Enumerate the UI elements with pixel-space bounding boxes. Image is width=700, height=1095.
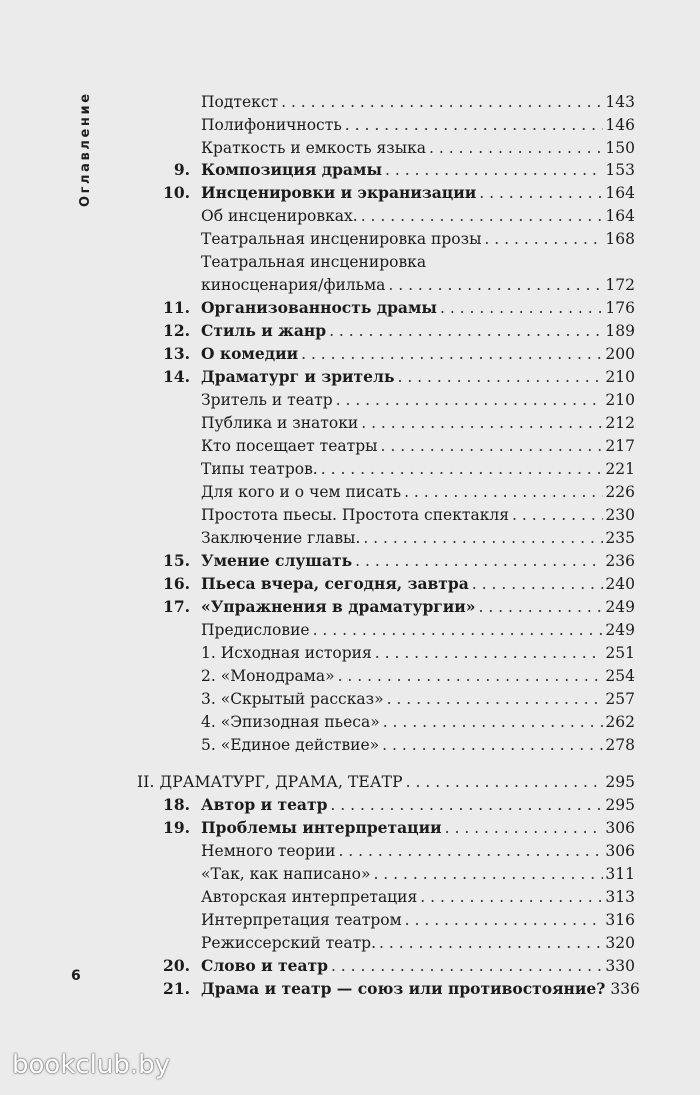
toc-subsection-entry xyxy=(0,529,700,547)
toc-subsection-entry xyxy=(0,690,700,708)
chapter-number: 15. xyxy=(163,551,190,570)
dot-leader xyxy=(375,644,604,662)
toc-page-number: 330 xyxy=(605,957,635,975)
toc-chapter-entry xyxy=(0,980,700,998)
toc-page-number: 262 xyxy=(605,713,635,731)
toc-page-number: 257 xyxy=(605,690,635,708)
toc-chapter-entry xyxy=(0,322,700,340)
chapter-number: 21. xyxy=(163,979,190,998)
toc-entry-title: Краткость и емкость языка xyxy=(201,139,426,157)
toc-entry-title: 4. «Эпизодная пьеса» xyxy=(201,713,380,731)
dot-leader xyxy=(429,139,603,157)
toc-chapter-entry xyxy=(0,552,700,570)
toc-page-number: 251 xyxy=(605,644,635,662)
chapter-number: 9. xyxy=(173,160,190,179)
toc-page-number: 316 xyxy=(605,911,635,929)
toc-subsection-entry xyxy=(0,483,700,501)
dot-leader xyxy=(361,207,604,225)
toc-part-entry xyxy=(0,773,700,791)
toc-page-number: 240 xyxy=(605,575,635,593)
dot-leader xyxy=(405,911,604,929)
toc-page-number: 176 xyxy=(605,299,635,317)
dot-leader xyxy=(336,391,604,409)
toc-page-number: 320 xyxy=(605,934,635,952)
toc-page-number: 306 xyxy=(605,819,635,837)
dot-leader xyxy=(281,93,603,111)
toc-page-number: 200 xyxy=(605,345,635,363)
toc-chapter-entry xyxy=(0,161,700,179)
chapter-number: 11. xyxy=(163,298,190,317)
dot-leader xyxy=(301,345,603,363)
toc-chapter-entry xyxy=(0,184,700,202)
dot-leader xyxy=(313,621,604,639)
toc-entry-title: Кто посещает театры xyxy=(201,437,378,455)
toc-chapter-entry xyxy=(0,598,700,616)
toc-subsection-entry xyxy=(0,437,700,455)
toc-chapter-entry xyxy=(0,796,700,814)
toc-page-number: 306 xyxy=(605,842,635,860)
toc-entry-title: Стиль и жанр xyxy=(201,321,327,340)
dot-leader xyxy=(329,322,603,340)
toc-entry-title: Проблемы интерпретации xyxy=(201,818,442,837)
dot-leader xyxy=(445,819,604,837)
dot-leader xyxy=(355,552,603,570)
dot-leader xyxy=(383,713,604,731)
dot-leader xyxy=(382,736,603,754)
toc-subsection-entry xyxy=(0,207,700,225)
toc-entry-title: Драма и театр — союз или противостояние? xyxy=(201,979,606,998)
toc-subsection-entry xyxy=(0,230,700,248)
toc-entry-title: Слово и театр xyxy=(201,956,328,975)
toc-subsection-entry xyxy=(0,644,700,662)
toc-page-number: 221 xyxy=(605,460,635,478)
toc-entry-title: II. ДРАМАТУРГ, ДРАМА, ТЕАТР xyxy=(137,773,403,791)
toc-entry-title: «Так, как написано» xyxy=(201,865,371,883)
dot-leader xyxy=(338,842,603,860)
page-number: 6 xyxy=(71,968,81,984)
toc-subsection-entry xyxy=(0,391,700,409)
dot-leader xyxy=(404,483,603,501)
toc-entry-title: Подтекст xyxy=(201,93,279,111)
toc-page-number: 164 xyxy=(605,207,635,225)
toc-entry-title: Режиссерский театр. xyxy=(201,934,377,952)
toc-entry-title: 5. «Единое действие» xyxy=(201,736,380,754)
toc-subsection-entry xyxy=(0,139,700,157)
toc-page-number: 146 xyxy=(605,116,635,134)
toc-page-number: 278 xyxy=(605,736,635,754)
toc-entry-title: 2. «Монодрама» xyxy=(201,667,335,685)
toc-page-number: 295 xyxy=(605,796,635,814)
toc-entry-title: Автор и театр xyxy=(201,795,328,814)
toc-page-number: 311 xyxy=(605,865,635,883)
dot-leader xyxy=(338,667,604,685)
toc-entry-title: Композиция драмы xyxy=(201,160,382,179)
toc-subsection-entry xyxy=(0,276,700,294)
toc-chapter-entry xyxy=(0,819,700,837)
toc-entry-title: О комедии xyxy=(201,344,299,363)
toc-subsection-entry xyxy=(0,911,700,929)
dot-leader xyxy=(387,690,604,708)
dot-leader xyxy=(512,506,603,524)
toc-page-number: 210 xyxy=(605,391,635,409)
chapter-number: 10. xyxy=(163,183,190,202)
toc-subsection-entry xyxy=(0,460,700,478)
toc-page-number: 210 xyxy=(605,368,635,386)
chapter-number: 14. xyxy=(163,367,190,386)
toc-chapter-entry xyxy=(0,957,700,975)
toc-chapter-entry xyxy=(0,368,700,386)
dot-leader xyxy=(440,299,603,317)
toc-subsection-entry xyxy=(0,842,700,860)
chapter-number: 18. xyxy=(163,795,190,814)
toc-entry-title: киносценария/фильма xyxy=(201,276,386,294)
toc-subsection-entry xyxy=(0,621,700,639)
toc-page-number: 295 xyxy=(605,773,635,791)
toc-entry-title: «Упражнения в драматургии» xyxy=(201,597,476,616)
chapter-number: 13. xyxy=(163,344,190,363)
dot-leader xyxy=(330,796,603,814)
running-section-title: Оглавление xyxy=(78,91,93,207)
toc-subsection-entry xyxy=(0,713,700,731)
toc-entry-title: Публика и знатоки xyxy=(201,414,359,432)
chapter-number: 12. xyxy=(163,321,190,340)
toc-entry-title: Умение слушать xyxy=(201,551,353,570)
dot-leader xyxy=(397,368,603,386)
dot-leader xyxy=(381,437,604,455)
toc-entry-title: Интерпретация театром xyxy=(201,911,402,929)
toc-entry-title: Немного теории xyxy=(201,842,336,860)
toc-page-number: 150 xyxy=(605,139,635,157)
dot-leader xyxy=(373,865,603,883)
toc-subsection-entry xyxy=(0,865,700,883)
chapter-number: 20. xyxy=(163,956,190,975)
toc-page-number: 230 xyxy=(605,506,635,524)
toc-subsection-entry xyxy=(0,506,700,524)
dot-leader xyxy=(345,116,604,134)
dot-leader xyxy=(331,957,603,975)
toc-entry-title: Заключение главы. xyxy=(201,529,361,547)
dot-leader xyxy=(472,575,604,593)
toc-page-number: 336 xyxy=(610,980,640,998)
toc-subsection-entry xyxy=(0,934,700,952)
toc-entry-title: 3. «Скрытый рассказ» xyxy=(201,690,384,708)
toc-chapter-entry xyxy=(0,575,700,593)
chapter-number: 17. xyxy=(163,597,190,616)
toc-subsection-entry xyxy=(0,93,700,111)
watermark: bookclub.by xyxy=(12,1050,171,1080)
toc-page-number: 226 xyxy=(605,483,635,501)
toc-page-number: 212 xyxy=(605,414,635,432)
dot-leader xyxy=(484,230,603,248)
toc-subsection-entry xyxy=(0,116,700,134)
toc-page-number: 249 xyxy=(605,621,635,639)
dot-leader xyxy=(388,276,603,294)
chapter-number: 16. xyxy=(163,574,190,593)
dot-leader xyxy=(406,773,604,791)
toc-subsection-entry xyxy=(0,888,700,906)
toc-chapter-entry xyxy=(0,299,700,317)
dot-leader xyxy=(478,598,603,616)
toc-entry-title: Организованность драмы xyxy=(201,298,437,317)
toc-page-number: 217 xyxy=(605,437,635,455)
toc-entry-title: Для кого и о чем писать xyxy=(201,483,402,501)
toc-page-number: 143 xyxy=(605,93,635,111)
toc-entry-title: Авторская интерпретация xyxy=(201,888,418,906)
dot-leader xyxy=(385,161,603,179)
toc-page-number: 189 xyxy=(605,322,635,340)
toc-page-number: 236 xyxy=(605,552,635,570)
dot-leader xyxy=(420,888,603,906)
toc-entry-title-line: Театральная инсценировка xyxy=(201,253,427,271)
toc-page-number: 254 xyxy=(605,667,635,685)
toc-page-number: 153 xyxy=(605,161,635,179)
dot-leader xyxy=(321,460,604,478)
toc-entry-title: Пьеса вчера, сегодня, завтра xyxy=(201,574,469,593)
toc-entry-title: Об инсценировках. xyxy=(201,207,358,225)
toc-entry-title: Драматург и зритель xyxy=(201,367,395,386)
toc-entry-title: Простота пьесы. Простота спектакля xyxy=(201,506,510,524)
toc-subsection-entry xyxy=(0,667,700,685)
toc-chapter-entry xyxy=(0,345,700,363)
toc-page-number: 313 xyxy=(605,888,635,906)
toc-entry-title: Типы театров. xyxy=(201,460,318,478)
toc-page-number: 249 xyxy=(605,598,635,616)
dot-leader xyxy=(479,184,603,202)
toc-subsection-entry xyxy=(0,736,700,754)
toc-entry-title: Зритель и театр xyxy=(201,391,333,409)
toc-entry-title: 1. Исходная история xyxy=(201,644,372,662)
dot-leader xyxy=(363,529,603,547)
toc-entry-title: Предисловие xyxy=(201,621,310,639)
toc-page-number: 235 xyxy=(605,529,635,547)
toc-entry-title: Театральная инсценировка прозы xyxy=(201,230,482,248)
toc-entry-title: Полифоничность xyxy=(201,116,342,134)
toc-subsection-entry xyxy=(0,414,700,432)
toc-page-number: 172 xyxy=(605,276,635,294)
dot-leader xyxy=(379,934,603,952)
toc-page-number: 164 xyxy=(605,184,635,202)
dot-leader xyxy=(361,414,603,432)
toc-entry-title: Инсценировки и экранизации xyxy=(201,183,477,202)
chapter-number: 19. xyxy=(163,818,190,837)
toc-page-number: 168 xyxy=(605,230,635,248)
